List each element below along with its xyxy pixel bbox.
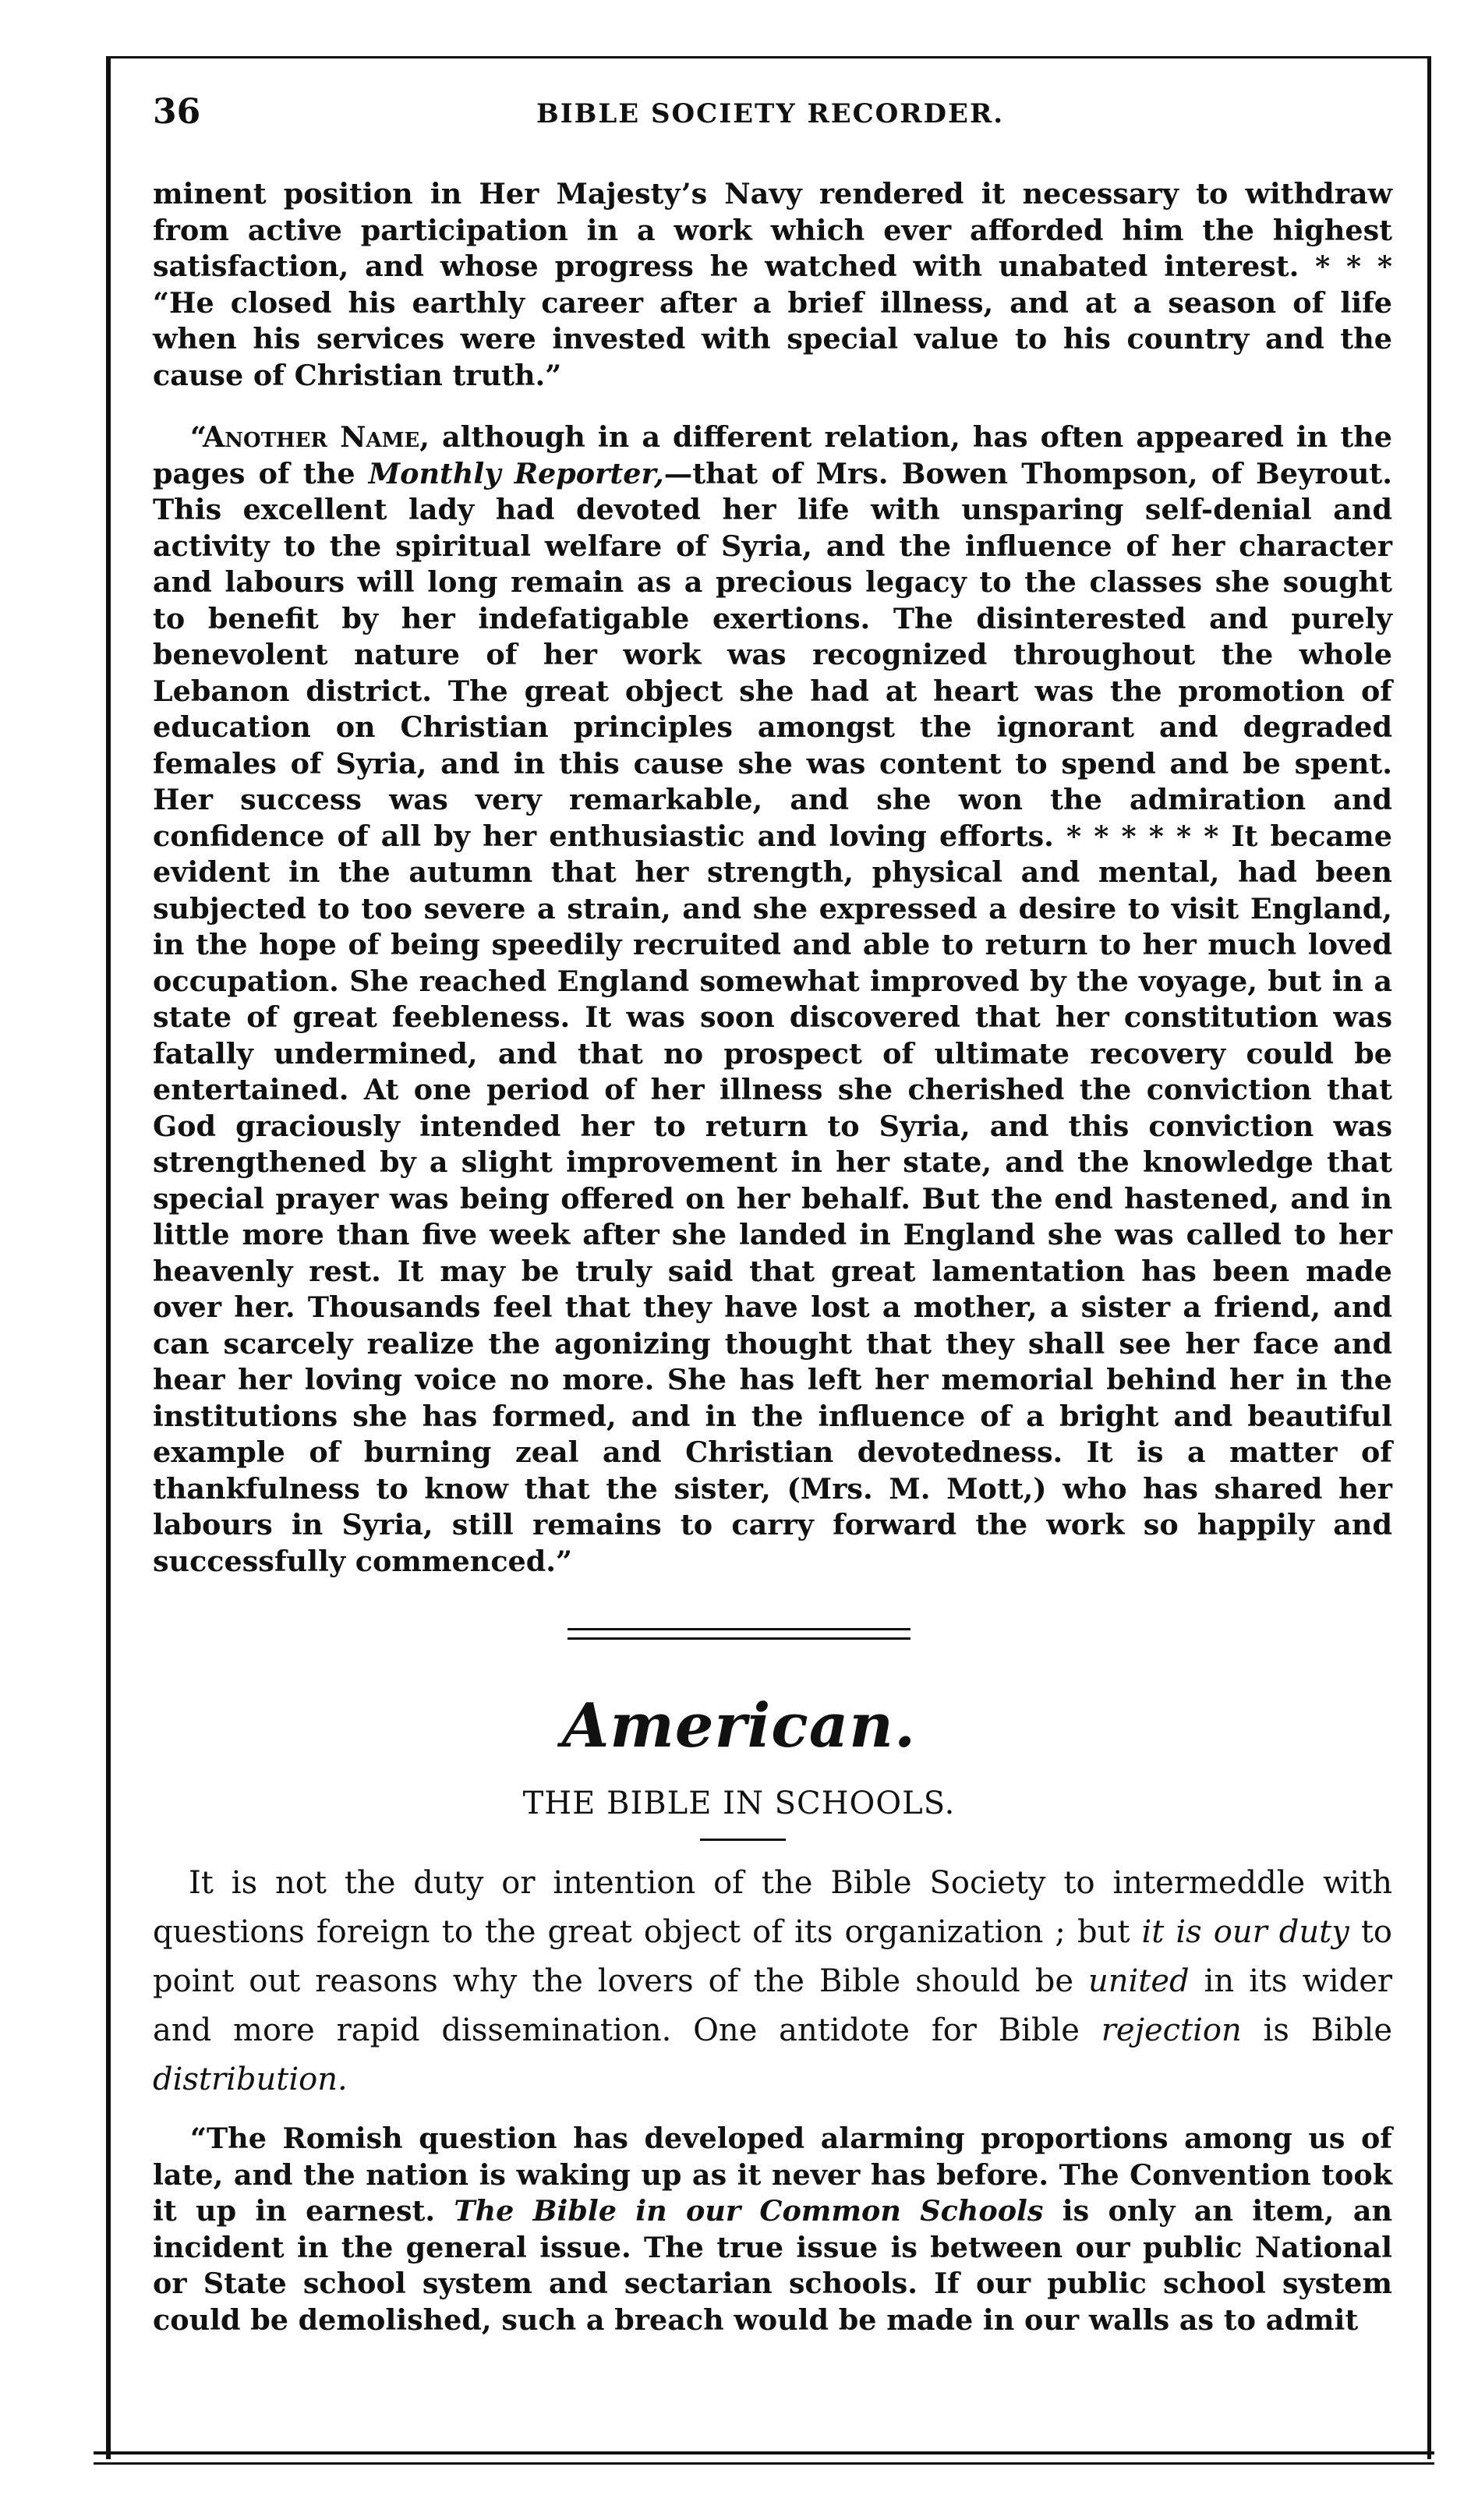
paragraph (153, 1859, 1392, 2104)
running-title: BIBLE SOCIETY RECORDER. (536, 98, 1005, 129)
text-run: is only an item, an incident in the general issue. The true issue is between our public National or State school system and sectarian schools. If our public school system could be demolished, such a breach would be made in our walls as to admit (153, 2194, 1393, 2337)
page-number: 36 (153, 92, 201, 132)
section-heading: American. (561, 1690, 917, 1761)
italic-run: The Bible in our Common Schools (454, 2194, 1044, 2228)
bottom-rule-thin (94, 2462, 1434, 2465)
text-run: although in a different relation, has often appeared in the pages of the (153, 420, 1392, 490)
text-run: —that of Mrs. Bowen Thompson, of Beyrout. This excellent lady had devoted her life with unsparing self-denial and activity to the spiritual welfare of Syria, and the influence of her character and labours will long remain as a precious legacy to the classes she sought to benefit by her indefatigable exertions. The disinterested and purely benevolent nature of her work was recognized throughout the whole Lebanon district. The great object she had at heart was the promotion of education on Christian principles amongst the ignorant and degraded females of Syria, and in this cause she was content to spend and be spent. Her success was very remarkable, and she won the admiration and confidence of all by her enthusiastic and loving efforts. * * * * * * It became evident in the autumn that her strength, physical and mental, had been subjected to too severe a strain, and she expressed a desire to visit England, in the hope of being speedily recruited and able to return to her much loved occupation. She reached England somewhat improved by the voyage, but in a state of great feebleness. It was soon discovered that her constitution was fatally undermined, and that no prospect of ultimate recovery could be entertained. At one period of her illness she cherished the conviction that God graciously intended her to return to Syria, and this conviction was strengthened by a slight improvement in her state, and the knowledge that special prayer was being offered on her behalf. But the end hastened, and in little more than five week after she landed in England she was called to her heavenly rest. It may be truly said that great lamentation has been made over her. Thousands feel that they have lost a mother, a sister a friend, and can scarcely realize the agonizing thought that they shall see her face and hear her loving voice no more. She has left her memorial behind her in the institutions she has formed, and in the influence of a bright and beautiful example of burning zeal and Christian devotedness. It is a matter of thankfulness to know that the sister, (Mrs. M. Mott,) who has shared her labours in Syria, still remains to carry forward the work so happily and successfully commenced.” (153, 456, 1393, 1578)
paragraph-text: minent position in Her Majesty’s Navy rendered it necessary to withdraw from active participation in a work which ever afforded him the highest satisfaction, and whose progress he watched with unabated interest. * * * “He closed his earthly career after a brief illness, and at a season of life when his services were invested with special value to his country and the cause of Christian truth.” (153, 177, 1392, 392)
text-run: “The Romish question has developed alarming proportions among us of late, and the nation is waking up as it never has before. The Convention took it up in earnest. (153, 2122, 1392, 2228)
title-rule (700, 1839, 786, 1841)
page-header (153, 92, 1388, 147)
paragraph (153, 419, 1392, 1580)
text-run: It is not the duty or intention of the Bible Society to intermeddle with questions foreign to the great object of its organization ; but (153, 1865, 1392, 1950)
section-divider-2 (568, 1637, 910, 1640)
italic-title: Monthly Reporter, (368, 456, 664, 490)
text-run: in its wider and more rapid dissemination. One antidote for Bible (153, 1963, 1392, 2048)
text-run: to point out reasons why the lovers of the Bible should be (153, 1914, 1393, 1999)
italic-run: distribution. (153, 2062, 348, 2097)
lead-in: “Another Name, (190, 420, 430, 454)
quoted-paragraph-thompson (153, 419, 1392, 1580)
continued-paragraph (153, 176, 1392, 394)
italic-run: it is our duty (1141, 1914, 1349, 1950)
bottom-rule (94, 2451, 1434, 2455)
quoted-paragraph-romish (153, 2121, 1392, 2338)
section-divider (568, 1628, 910, 1630)
italic-run: united (1087, 1963, 1190, 1999)
intro-paragraph (153, 1859, 1392, 2104)
text-run: is Bible (1241, 2012, 1392, 2048)
paragraph (153, 2121, 1392, 2338)
article-title: THE BIBLE IN SCHOOLS. (522, 1786, 956, 1821)
italic-run: rejection (1101, 2012, 1242, 2048)
